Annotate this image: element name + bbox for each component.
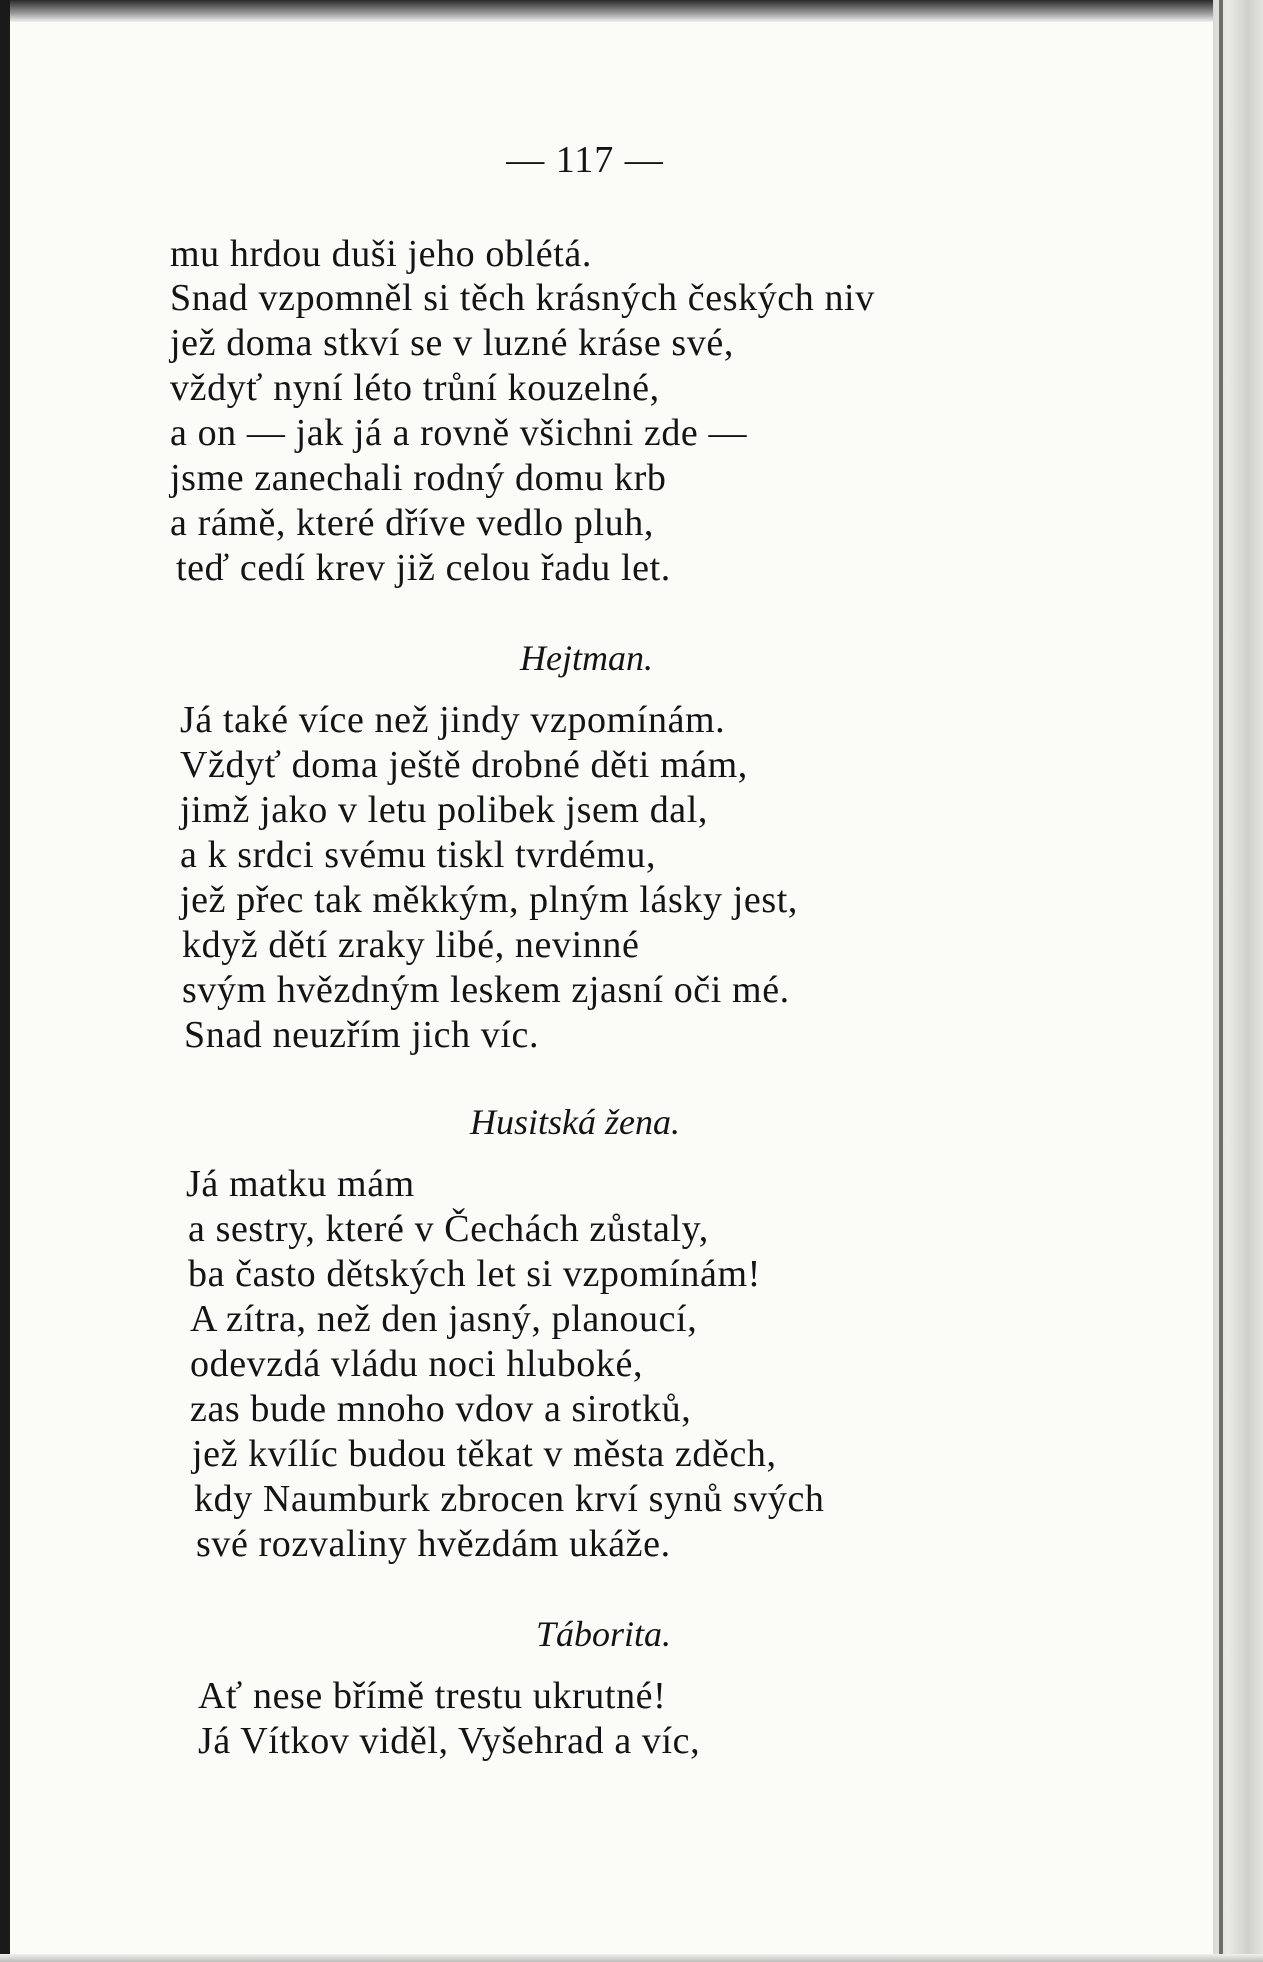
verse-line: a rámě, které dříve vedlo pluh, <box>170 502 654 544</box>
speaker-heading: Husitská žena. <box>470 1102 680 1142</box>
verse-line: jež přec tak měkkým, plným lásky jest, <box>180 879 798 921</box>
speaker-heading: Hejtman. <box>520 638 653 678</box>
scan-edge-left <box>0 0 10 1962</box>
verse-line: Snad neuzřím jich víc. <box>184 1014 540 1056</box>
scan-edge-top <box>0 0 1223 22</box>
verse-line: ba často dětských let si vzpomínám! <box>188 1253 761 1295</box>
verse-line: a on — jak já a rovně všichni zde — <box>170 412 748 454</box>
verse-line: Já matku mám <box>186 1163 415 1205</box>
verse-line: jsme zanechali rodný domu krb <box>170 457 667 499</box>
page-number: — 117 — <box>506 139 664 181</box>
verse-line: jimž jako v letu polibek jsem dal, <box>180 789 709 831</box>
verse-line: Já také více než jindy vzpomínám. <box>180 699 726 741</box>
verse-line: A zítra, než den jasný, planoucí, <box>190 1298 698 1340</box>
verse-line: Vždyť doma ještě drobné děti mám, <box>180 744 748 786</box>
verse-line: své rozvaliny hvězdám ukáže. <box>196 1523 671 1565</box>
verse-line: a sestry, které v Čechách zůstaly, <box>188 1208 709 1250</box>
verse-line: svým hvězdným leskem zjasní oči mé. <box>182 969 790 1011</box>
verse-line: když dětí zraky libé, nevinné <box>182 924 640 966</box>
speaker-heading: Táborita. <box>536 1614 672 1654</box>
verse-line: jež doma stkví se v luzné kráse své, <box>170 322 734 364</box>
verse-line: zas bude mnoho vdov a sirotků, <box>190 1388 692 1430</box>
verse-line: teď cedí krev již celou řadu let. <box>176 547 671 589</box>
verse-line: mu hrdou duši jeho oblétá. <box>170 233 592 275</box>
scan-edge-bottom <box>0 1954 1263 1962</box>
verse-line: odevzdá vládu noci hluboké, <box>190 1343 644 1385</box>
verse-line: jež kvílíc budou těkat v města zděch, <box>192 1433 777 1475</box>
verse-line: vždyť nyní léto trůní kouzelné, <box>170 367 660 409</box>
verse-line: Ať nese břímě trestu ukrutné! <box>198 1675 667 1717</box>
verse-line: a k srdci svému tiskl tvrdému, <box>180 834 657 876</box>
verse-line: Snad vzpomněl si těch krásných českých niv <box>170 277 875 319</box>
page-binding-line <box>1219 0 1223 1962</box>
verse-line: Já Vítkov viděl, Vyšehrad a víc, <box>198 1720 701 1762</box>
verse-line: kdy Naumburk zbrocen krví synů svých <box>194 1478 825 1520</box>
